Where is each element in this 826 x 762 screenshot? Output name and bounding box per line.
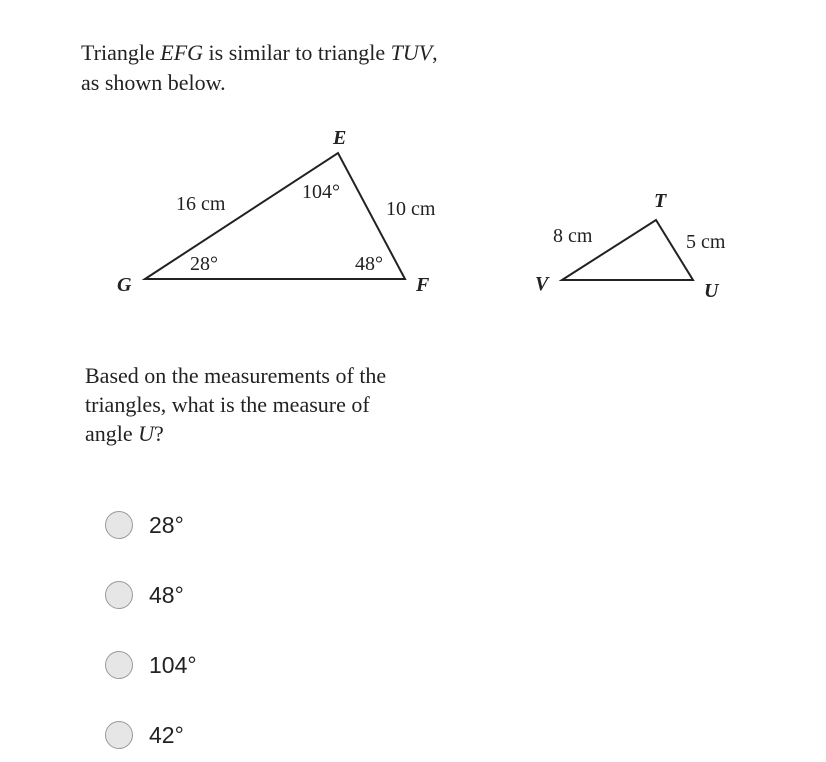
choice-28[interactable] xyxy=(105,511,184,539)
choice-label: 28° xyxy=(149,511,184,538)
vertex-e-label: E xyxy=(333,127,347,149)
side-ge-label: 16 cm xyxy=(176,193,226,215)
vertex-g-label: G xyxy=(117,274,132,296)
choice-label: 48° xyxy=(149,581,184,608)
question-line-1: Based on the measurements of the xyxy=(85,363,387,388)
choice-104[interactable] xyxy=(105,651,197,679)
triangles-figure xyxy=(0,0,826,340)
choice-label: 104° xyxy=(149,651,197,678)
radio-button[interactable] xyxy=(105,511,133,539)
intro-line-1: Triangle EFG is similar to triangle TUV, xyxy=(81,40,438,65)
question-line-3: angle U? xyxy=(85,421,164,446)
angle-f-label: 48° xyxy=(355,253,383,275)
vertex-t-label: T xyxy=(654,190,667,212)
vertex-u-label: U xyxy=(704,280,719,302)
angle-e-label: 104° xyxy=(302,181,340,203)
choice-48[interactable] xyxy=(105,581,184,609)
choice-label: 42° xyxy=(149,721,184,748)
radio-button[interactable] xyxy=(105,581,133,609)
side-vt-label: 8 cm xyxy=(553,225,593,247)
choice-42[interactable] xyxy=(105,721,184,749)
question-text xyxy=(85,361,386,448)
vertex-f-label: F xyxy=(416,274,430,296)
radio-button[interactable] xyxy=(105,651,133,679)
question-line-2: triangles, what is the measure of xyxy=(85,392,370,417)
angle-g-label: 28° xyxy=(190,253,218,275)
side-tu-label: 5 cm xyxy=(686,231,726,253)
intro-line-2: as shown below. xyxy=(81,70,226,95)
radio-button[interactable] xyxy=(105,721,133,749)
side-ef-label: 10 cm xyxy=(386,198,436,220)
vertex-v-label: V xyxy=(535,273,549,295)
